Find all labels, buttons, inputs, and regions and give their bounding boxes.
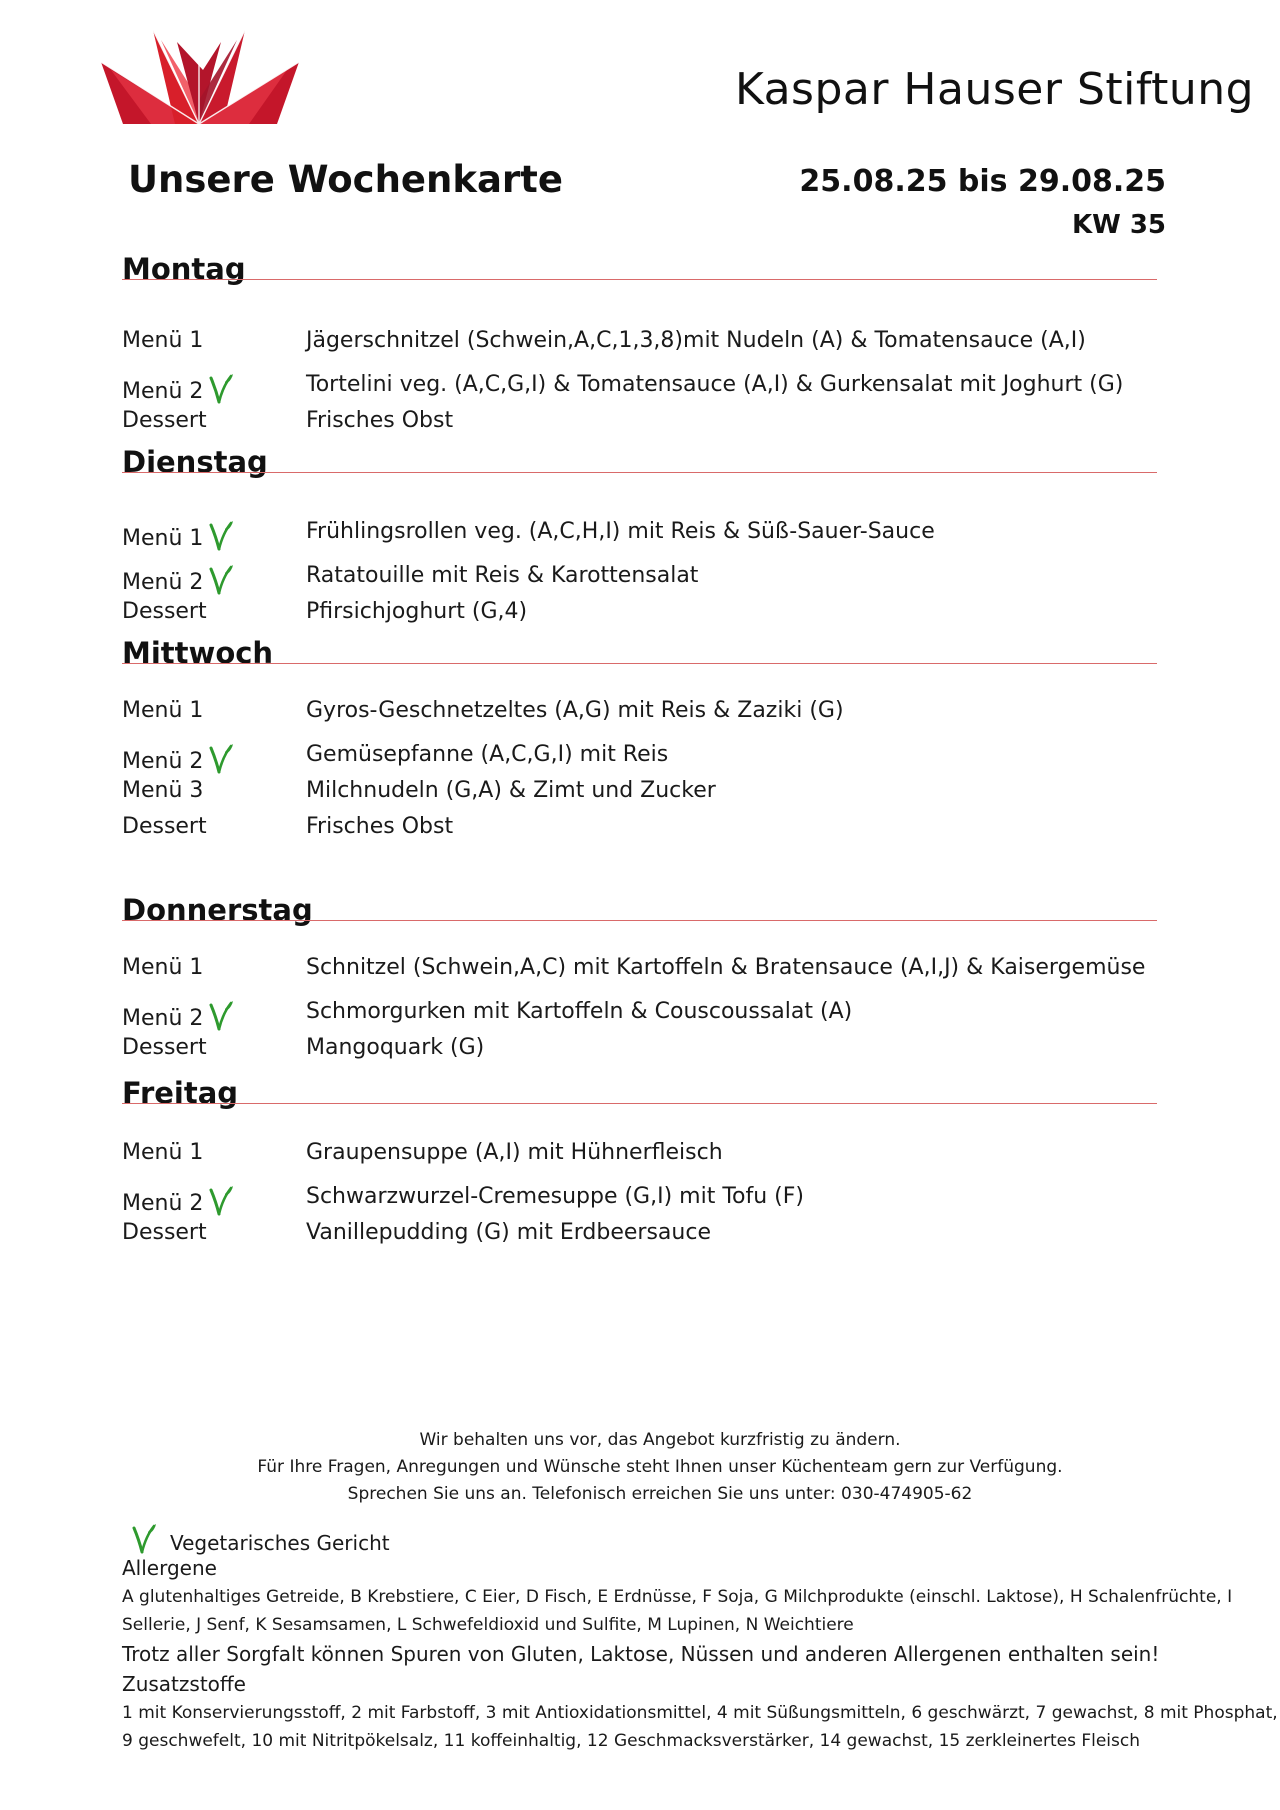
dish-description: Vanillepudding (G) mit Erdbeersauce <box>306 1220 711 1245</box>
vegetarian-leaf-icon <box>205 999 235 1033</box>
menu-label-text: Menü 2 <box>122 1191 204 1216</box>
vegetarian-leaf-icon <box>205 519 235 553</box>
menu-label-text: Menü 1 <box>122 955 204 980</box>
menu-label <box>122 1140 203 1165</box>
menu-label-text: Menü 1 <box>122 328 204 353</box>
menu-label-text: Menü 2 <box>122 1006 204 1031</box>
vegetarian-legend-label: Vegetarisches Gericht <box>170 1531 390 1555</box>
vegetarian-leaf-icon <box>205 563 235 597</box>
menu-label-text: Menü 2 <box>122 379 204 404</box>
menu-label <box>122 778 203 803</box>
dish-description: Frisches Obst <box>306 408 454 433</box>
menu-label-text: Dessert <box>122 814 207 839</box>
day-title-freitag: Freitag <box>122 1076 239 1110</box>
menu-label <box>122 698 203 723</box>
menu-label <box>122 408 207 433</box>
day-divider <box>122 663 1157 664</box>
additives-heading: Zusatzstoffe <box>122 1672 246 1696</box>
calendar-week: KW 35 <box>1071 210 1166 240</box>
traces-warning: Trotz aller Sorgfalt können Spuren von Gluten, Laktose, Nüssen und anderen Allergenen enthalten sein! <box>122 1642 1160 1666</box>
notice-change: Wir behalten uns vor, das Angebot kurzfristig zu ändern. <box>419 1430 901 1450</box>
allergens-list-line-1: A glutenhaltiges Getreide, B Krebstiere, C Eier, D Fisch, E Erdnüsse, F Soja, G Milchprodukte (einschl. Laktose), H Schalenfrüchte, I <box>122 1587 1233 1607</box>
dish-description: Milchnudeln (G,A) & Zimt und Zucker <box>306 778 716 803</box>
menu-label <box>122 328 203 353</box>
menu-label-text: Menü 2 <box>122 570 204 595</box>
menu-label <box>122 563 235 597</box>
dish-description: Frühlingsrollen veg. (A,C,H,I) mit Reis & Süß-Sauer-Sauce <box>306 519 935 544</box>
menu-label <box>122 372 235 406</box>
menu-label <box>122 519 235 553</box>
dish-description: Jägerschnitzel (Schwein,A,C,1,3,8)mit Nudeln (A) & Tomatensauce (A,I) <box>306 328 1086 353</box>
vegetarian-leaf-icon <box>128 1522 158 1556</box>
menu-label <box>122 1220 207 1245</box>
menu-label <box>122 599 207 624</box>
vegetarian-leaf-icon <box>205 1184 235 1218</box>
vegetarian-legend <box>128 1522 390 1556</box>
dish-description: Schmorgurken mit Kartoffeln & Couscoussalat (A) <box>306 999 853 1024</box>
dish-description: Graupensuppe (A,I) mit Hühnerfleisch <box>306 1140 723 1165</box>
day-title-montag: Montag <box>122 252 246 286</box>
dish-description: Schwarzwurzel-Cremesuppe (G,I) mit Tofu (F) <box>306 1184 804 1209</box>
dish-description: Mangoquark (G) <box>306 1035 485 1060</box>
organization-name: Kaspar Hauser Stiftung <box>735 64 1255 115</box>
dish-description: Frisches Obst <box>306 814 454 839</box>
dish-description: Schnitzel (Schwein,A,C) mit Kartoffeln & Bratensauce (A,I,J) & Kaisergemüse <box>306 955 1146 980</box>
menu-label <box>122 1035 207 1060</box>
menu-label-text: Menü 2 <box>122 749 204 774</box>
day-title-donnerstag: Donnerstag <box>122 893 313 927</box>
notice-contact: Sprechen Sie uns an. Telefonisch erreichen Sie uns unter: 030-474905-62 <box>347 1484 973 1504</box>
page-title: Unsere Wochenkarte <box>128 158 563 201</box>
allergens-heading: Allergene <box>122 1556 217 1580</box>
dish-description: Ratatouille mit Reis & Karottensalat <box>306 563 699 588</box>
day-divider <box>122 1103 1157 1104</box>
menu-label-text: Menü 3 <box>122 778 204 803</box>
menu-label <box>122 955 203 980</box>
day-divider <box>122 472 1157 473</box>
menu-label-text: Dessert <box>122 599 207 624</box>
menu-label-text: Menü 1 <box>122 526 204 551</box>
day-divider <box>122 279 1157 280</box>
vegetarian-leaf-icon <box>205 372 235 406</box>
day-divider <box>122 920 1157 921</box>
notice-questions: Für Ihre Fragen, Anregungen und Wünsche steht Ihnen unser Küchenteam gern zur Verfügung. <box>257 1457 1063 1477</box>
menu-label-text: Dessert <box>122 1035 207 1060</box>
additives-list-line-1: 1 mit Konservierungsstoff, 2 mit Farbstoff, 3 mit Antioxidationsmittel, 4 mit Süßungsmitteln, 6 geschwärzt, 7 gewachst, 8 mit Phosphat, <box>122 1703 1278 1723</box>
menu-label-text: Menü 1 <box>122 1140 204 1165</box>
allergens-list-line-2: Sellerie, J Senf, K Sesamsamen, L Schwefeldioxid und Sulfite, M Lupinen, N Weichtiere <box>122 1615 854 1635</box>
day-title-mittwoch: Mittwoch <box>122 636 274 670</box>
menu-label <box>122 999 235 1033</box>
menu-label-text: Dessert <box>122 408 207 433</box>
dish-description: Gemüsepfanne (A,C,G,I) mit Reis <box>306 742 669 767</box>
menu-label <box>122 742 235 776</box>
menu-label-text: Menü 1 <box>122 698 204 723</box>
dish-description: Tortelini veg. (A,C,G,I) & Tomatensauce (A,I) & Gurkensalat mit Joghurt (G) <box>306 372 1124 397</box>
menu-label-text: Dessert <box>122 1220 207 1245</box>
dish-description: Pfirsichjoghurt (G,4) <box>306 599 528 624</box>
vegetarian-leaf-icon <box>205 742 235 776</box>
date-range: 25.08.25 bis 29.08.25 <box>799 164 1166 199</box>
additives-list-line-2: 9 geschwefelt, 10 mit Nitritpökelsalz, 11 koffeinhaltig, 12 Geschmacksverstärker, 14 gewachst, 15 zerkleinertes Fleisch <box>122 1731 1140 1751</box>
dish-description: Gyros-Geschnetzeltes (A,G) mit Reis & Zaziki (G) <box>306 698 844 723</box>
day-title-dienstag: Dienstag <box>122 445 268 479</box>
menu-label <box>122 814 207 839</box>
kaspar-hauser-lotus-logo <box>95 30 305 126</box>
menu-label <box>122 1184 235 1218</box>
